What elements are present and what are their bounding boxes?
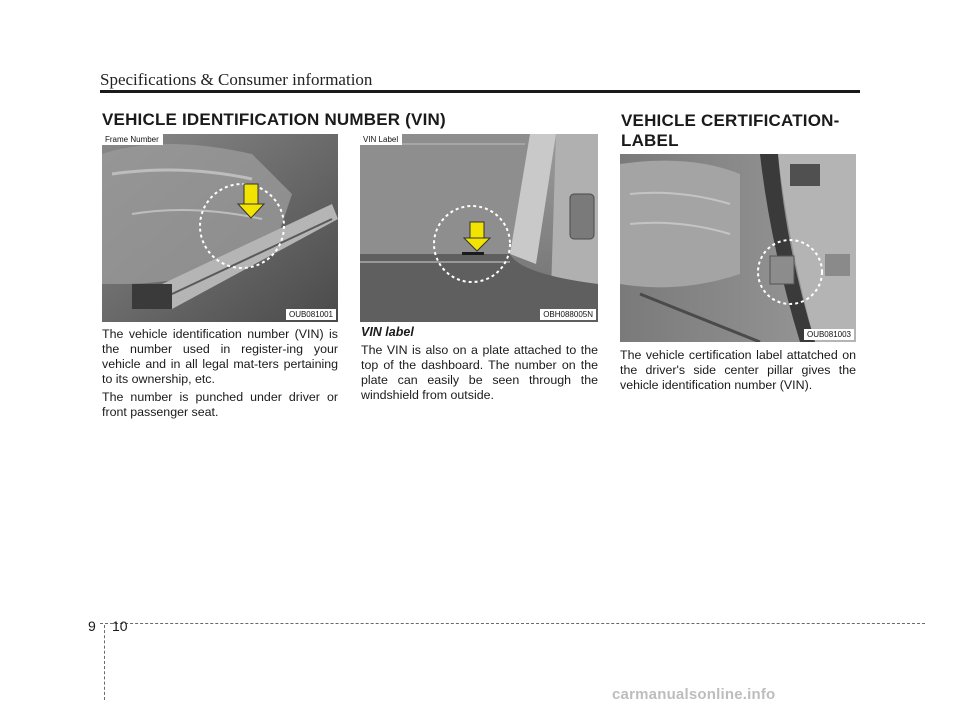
header-rule-thin <box>382 92 860 93</box>
seat-illustration <box>102 134 338 322</box>
vin-paragraph-3: The VIN is also on a plate attached to the top of the dashboard. The number on the plate can easily be seen through the windshield from outside. <box>361 343 598 402</box>
vin-label-figure <box>360 134 598 322</box>
vin-label-subheading: VIN label <box>361 325 414 339</box>
cert-paragraph: The vehicle certification label attatched on the driver's side center pillar gives the vehicle identification number (VIN). <box>620 348 856 392</box>
door-pillar-illustration <box>620 154 856 342</box>
vin-paragraph-1: The vehicle identification number (VIN) is the number used in register-ing your vehicle and in all legal mat-ters pertaining to its ownership, etc. <box>102 327 338 386</box>
watermark: carmanualsonline.info <box>612 686 776 703</box>
chapter-number: 9 <box>88 618 96 634</box>
figure1-code: OUB081001 <box>286 309 336 320</box>
vin-label-tag: VIN Label <box>360 134 402 145</box>
frame-number-label: Frame Number <box>102 134 163 145</box>
vin-paragraph-2: The number is punched under driver or front passenger seat. <box>102 390 338 419</box>
section-header: Specifications & Consumer information <box>100 70 373 89</box>
figure3-code: OUB081003 <box>804 329 854 340</box>
windshield-illustration <box>360 134 598 322</box>
footer-rule <box>100 623 925 624</box>
figure2-code: OBH088005N <box>540 309 596 320</box>
page-number: 10 <box>112 618 128 634</box>
vin-section-title: VEHICLE IDENTIFICATION NUMBER (VIN) <box>102 110 446 129</box>
cert-section-title-line2: LABEL <box>621 131 679 150</box>
frame-number-figure <box>102 134 338 322</box>
cert-section-title-line1: VEHICLE CERTIFICATION- <box>621 111 840 130</box>
footer-vertical-rule <box>104 625 105 700</box>
certification-label-figure <box>620 154 856 342</box>
